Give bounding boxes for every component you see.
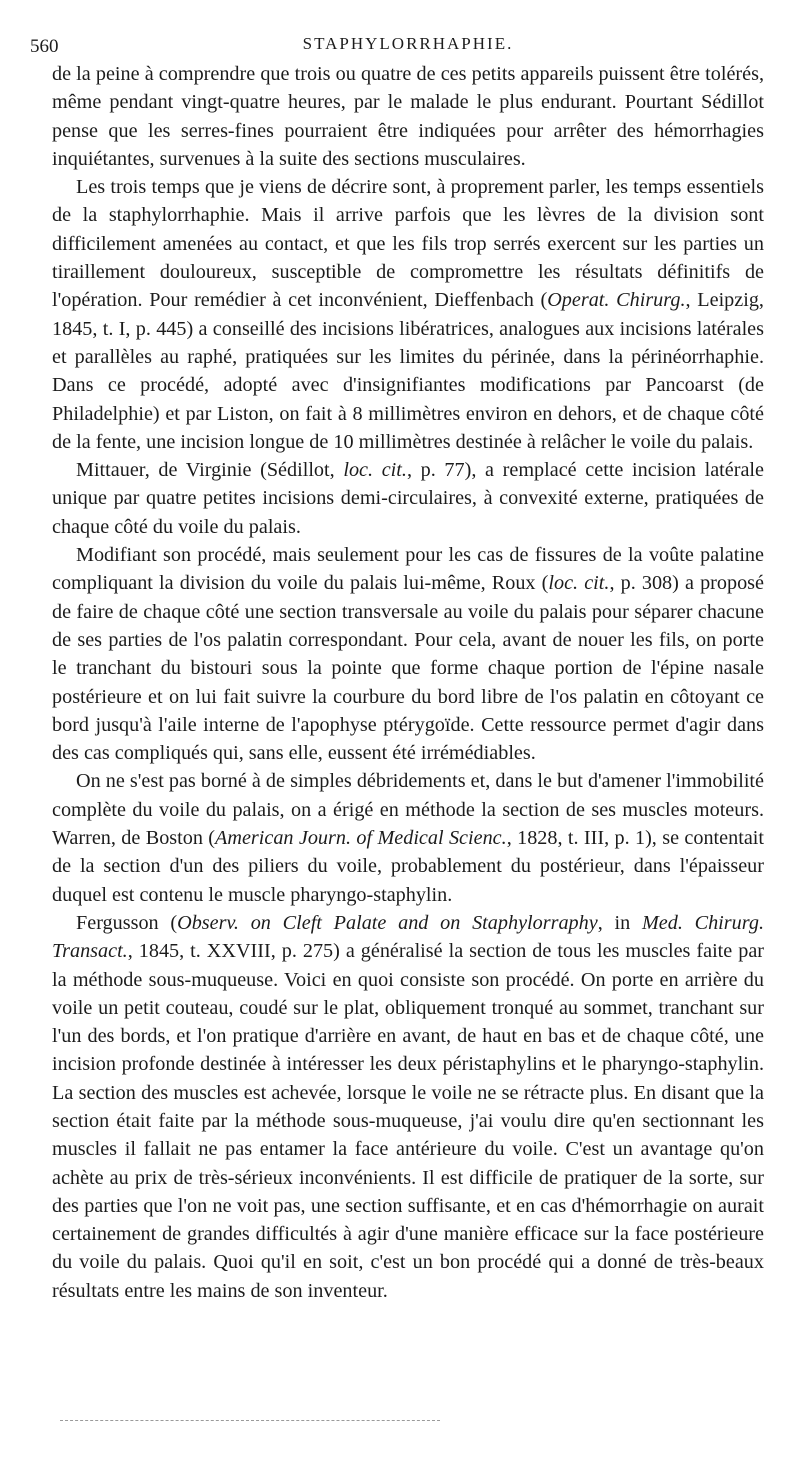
citation-title: American Journ. of Medical Scienc. xyxy=(215,827,507,850)
paragraph-text: , 1828, t. III, p. 1), se contentait de la section d'un des piliers du voile, probablement du postérieur, dans l'épaisseur duquel est contenu le muscle pharyngo-staphylin. xyxy=(52,827,764,906)
paragraph-4 xyxy=(52,541,764,767)
citation-title: Operat. Chirurg. xyxy=(547,289,686,312)
paragraph-text: , p. 308) a proposé de faire de chaque côté une section transversale au voile du palais pour séparer chacune de ses parties de l'os palatin correspondant. Pour cela, avant de nouer les fils, on porte le tranchant du bistouri sous la pointe que forme chaque portion de l'épine nasale postérieure et on lui fait suivre la courbure du bord libre de l'os palatin en côtoyant ce bord jusqu'à l'aile interne de l'apophyse ptérygoïde. Cette ressource permet d'agir dans des cas compliqués qui, sans elle, eussent été irrémédiables. xyxy=(52,572,764,765)
running-head xyxy=(30,24,764,58)
paragraph-6 xyxy=(52,909,764,1305)
paragraph-text: Fergusson ( xyxy=(76,911,178,934)
paragraph-text: , in xyxy=(597,911,642,934)
citation-title: Med. Chirurg. Transact. xyxy=(52,911,764,963)
paragraph-text: Mittauer, de Virginie (Sédillot, xyxy=(76,459,344,482)
paragraph-text: , p. 77), a remplacé cette incision latérale unique par quatre petites incisions demi-circulaires, à convexité externe, pratiquées de chaque côté du voile du palais. xyxy=(52,459,765,538)
paragraph-2 xyxy=(52,173,764,456)
paragraph-3 xyxy=(52,456,764,541)
paragraph-5 xyxy=(52,767,764,908)
paragraph-text: Modifiant son procédé, mais seulement pour les cas de fissures de la voûte palatine compliquant la division du voile du palais lui-même, Roux ( xyxy=(52,544,764,595)
running-title: STAPHYLORRHAPHIE. xyxy=(302,34,514,53)
body-text xyxy=(52,60,764,1305)
paragraph-1 xyxy=(52,60,764,173)
page-number: 560 xyxy=(30,36,59,57)
paragraph-text: Les trois temps que je viens de décrire sont, à proprement parler, les temps essentiels de la staphylorrhaphie. Mais il arrive parfois que les lèvres de la division sont difficilement amenées au contact, et que les fils trop serrés exercent sur les parties un tiraillement douloureux, susceptible de compromettre les résultats définitifs de l'opération. Pour remédier à cet inconvénient, Dieffenbach ( xyxy=(52,176,764,312)
paragraph-text: , 1845, t. XXVIII, p. 275) a généralisé la section de tous les muscles faite par la méthode sous-muqueuse. Voici en quoi consiste son procédé. On porte en arrière du voile un petit couteau, coudé sur le plat, obliquement tronqué au sommet, tranchant sur l'un des bords, et l'on pratique d'arrière en avant, de haut en bas et de chaque côté, une incision profonde destinée à intéresser les deux péristaphylins et le pharyngo-staphylin. La section des muscles est achevée, lorsque le voile ne se rétracte plus. En disant que la section était faite par la méthode sous-muqueuse, j'ai voulu dire qu'en sectionnant les muscles il fallait ne pas entamer la face antérieure du voile. C'est un avantage qu'on achète au prix de très-sérieux inconvénients. Il est difficile de pratiquer de la sorte, sur des parties que l'on ne voit pas, une section suffisante, et en cas d'hémorrhagie on aurait certainement de grandes difficultés à agir d'une manière efficace sur la face postérieure du voile du palais. Quoi qu'il en soit, c'est un bon procédé qui a donné de très-beaux résultats entre les mains de son inventeur. xyxy=(52,940,764,1302)
paragraph-text: , Leipzig, 1845, t. I, p. 445) a conseillé des incisions libératrices, analogues aux incisions latérales et parallèles au raphé, pratiquées sur les limites du périnée, dans la périnéorrhaphie. Dans ce procédé, adopté avec d'insignifiantes modifications par Pancoarst (de Philadelphie) et par Liston, on fait à 8 millimètres environ en dehors, et de chaque côté de la fente, une incision longue de 10 millimètres destinée à relâcher le voile du palais. xyxy=(52,289,764,453)
citation-title: Observ. on Cleft Palate and on Staphylorraphy xyxy=(177,911,598,934)
paragraph-text: On ne s'est pas borné à de simples débridements et, dans le but d'amener l'immobilité complète du voile du palais, on a érigé en méthode la section de ses muscles moteurs. Warren, de Boston ( xyxy=(52,770,764,850)
footer-rule xyxy=(60,1420,440,1421)
book-page xyxy=(30,24,765,1305)
citation-title: loc. cit. xyxy=(343,459,407,482)
paragraph-text: de la peine à comprendre que trois ou quatre de ces petits appareils puissent être tolérés, même pendant vingt-quatre heures, par le malade le plus endurant. Pourtant Sédillot pense que les serres-fines pourraient être indiquées pour arrêter des hémorrhagies inquiétantes, survenues à la suite des sections musculaires. xyxy=(52,63,764,170)
citation-title: loc. cit. xyxy=(548,572,610,595)
